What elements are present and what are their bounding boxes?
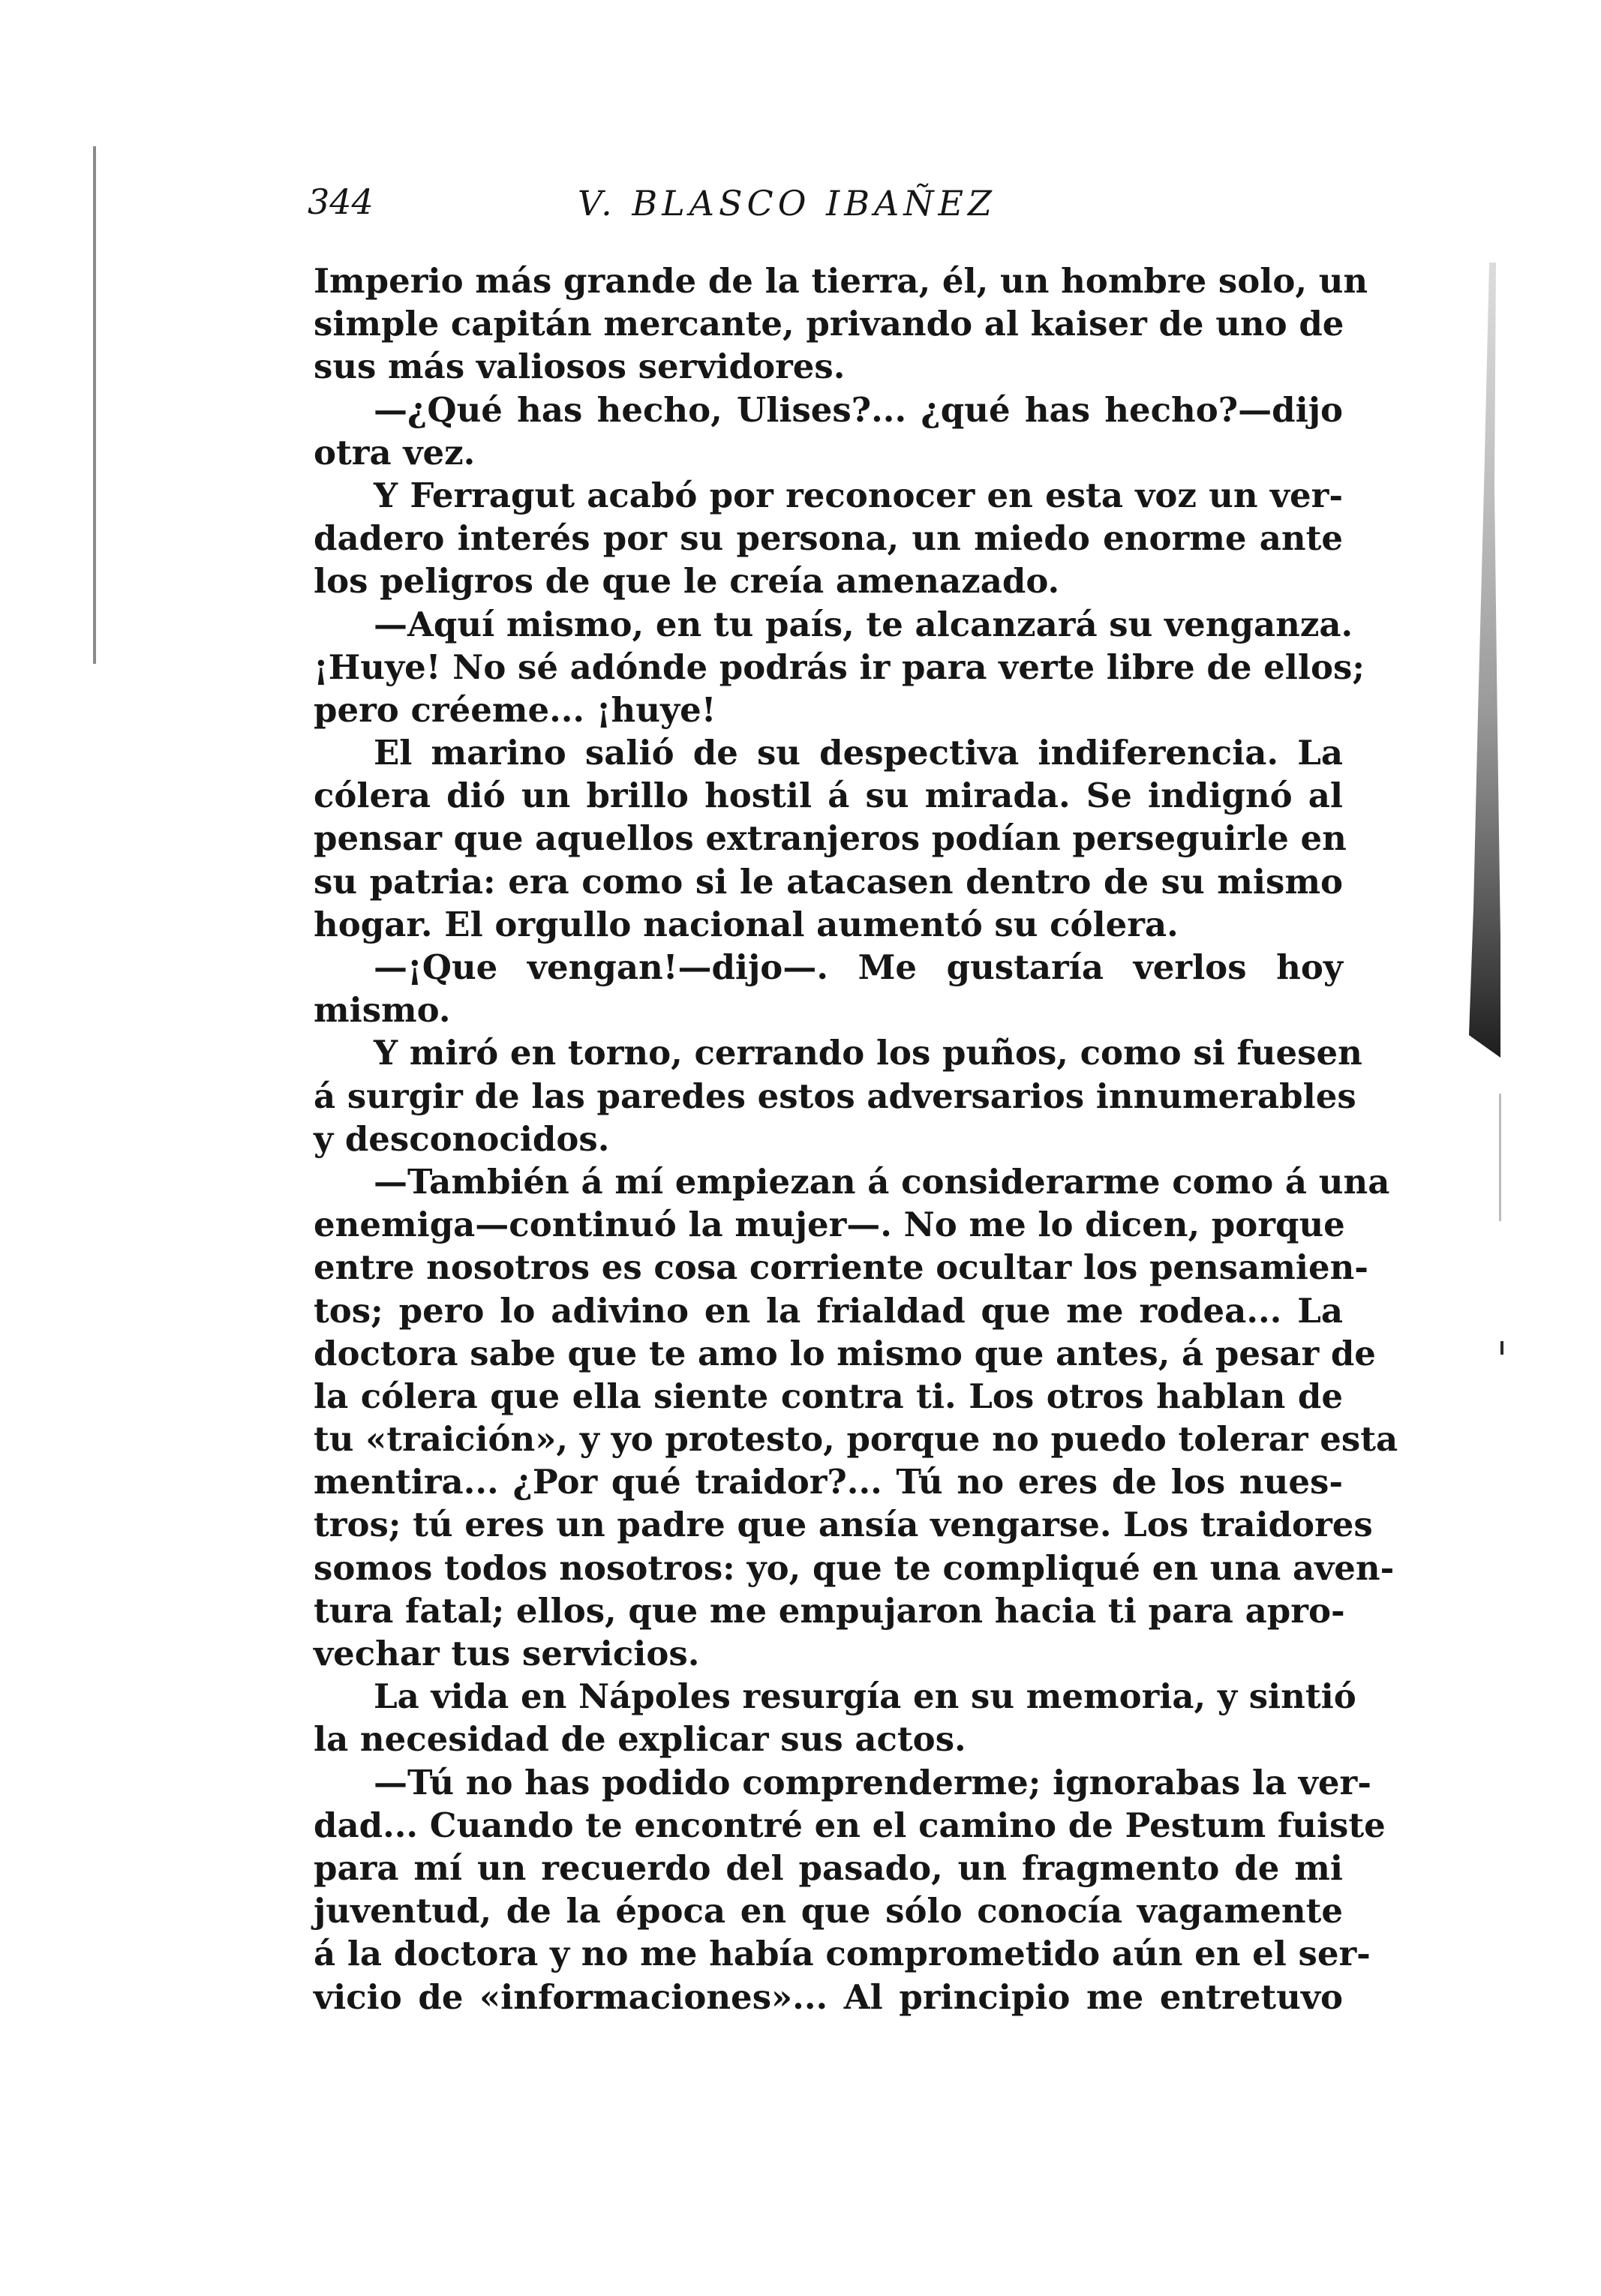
text-line: —¿Qué has hecho, Ulises?... ¿qué has hecho?—dijo [374,389,1343,430]
text-line: mentira... ¿Por qué traidor?... Tú no eres de los nues- [314,1462,1343,1502]
text-line: su patria: era como si le atacasen dentro de su mismo [314,861,1343,902]
text-line: sus más valiosos servidores. [314,347,846,387]
text-line: —También á mí empiezan á considerarme como á una [374,1161,1390,1202]
text-line: tu «traición», y yo protesto, porque no puedo tolerar esta [314,1419,1398,1460]
text-line: pensar que aquellos extranjeros podían perseguirle en [314,818,1347,859]
binding-mark [1500,1341,1503,1355]
text-line: dad... Cuando te encontré en el camino de Pestum fuiste [314,1805,1386,1845]
text-line: pero créeme... ¡huye! [314,689,716,730]
text-line: tros; tú eres un padre que ansía vengarse. Los traidores [314,1505,1373,1545]
text-line: dadero interés por su persona, un miedo enorme ante [314,518,1343,559]
text-line: para mí un recuerdo del pasado, un fragmento de mi [314,1847,1343,1888]
text-line: entre nosotros es cosa corriente ocultar los pensamien- [314,1247,1368,1288]
left-margin-rule [93,146,96,664]
text-line: simple capitán mercante, privando al kaiser de uno de [314,304,1344,344]
text-line: Imperio más grande de la tierra, él, un hombre solo, un [314,261,1368,301]
text-line: Y miró en torno, cerrando los puños, como si fuesen [374,1033,1362,1073]
text-line: enemiga—continuó la mujer—. No me lo dicen, porque [314,1205,1345,1245]
text-line: los peligros de que le creía amenazado. [314,561,1060,602]
right-margin-rule [1499,1094,1501,1221]
text-line: á surgir de las paredes estos adversarios innumerables [314,1076,1356,1116]
text-line: —¡Que vengan!—dijo—. Me gustaría verlos hoy [374,947,1343,987]
text-line: á la doctora y no me había comprometido aún en el ser- [314,1934,1371,1974]
text-line: juventud, de la época en que sólo conocía vagamente [314,1891,1343,1931]
text-line: la cólera que ella siente contra ti. Los otros hablan de [314,1376,1343,1416]
text-line: —Tú no has podido comprenderme; ignorabas la ver- [374,1762,1371,1802]
text-line: tura fatal; ellos, que me empujaron hacia ti para apro- [314,1590,1345,1631]
body-text [314,260,1398,2018]
text-line: mismo. [314,990,451,1031]
binding-shadow [1448,263,1500,1058]
text-line: La vida en Nápoles resurgía en su memoria, y sintió [374,1676,1356,1717]
text-line: vicio de «informaciones»... Al principio me entretuvo [314,1976,1343,2017]
text-line: y desconocidos. [314,1118,610,1159]
running-title: V. BLASCO IBAÑEZ [578,183,997,224]
text-line: El marino salió de su despectiva indiferencia. La [374,733,1343,773]
text-line: hogar. El orgullo nacional aumentó su cólera. [314,904,1179,944]
text-line: tos; pero lo adivino en la frialdad que me rodea... La [314,1290,1343,1331]
text-line: cólera dió un brillo hostil á su mirada. Se indignó al [314,776,1343,816]
text-line: otra vez. [314,432,476,473]
text-line: ¡Huye! No sé adónde podrás ir para verte libre de ellos; [314,647,1365,687]
text-line: la necesidad de explicar sus actos. [314,1719,966,1760]
text-line: —Aquí mismo, en tu país, te alcanzará su venganza. [374,604,1353,644]
text-line: somos todos nosotros: yo, que te compliqué en una aven- [314,1547,1395,1588]
text-line: doctora sabe que te amo lo mismo que antes, á pesar de [314,1333,1376,1373]
text-line: Y Ferragut acabó por reconocer en esta voz un ver- [374,475,1343,515]
text-line: vechar tus servicios. [314,1634,700,1673]
page-number: 344 [308,182,374,222]
